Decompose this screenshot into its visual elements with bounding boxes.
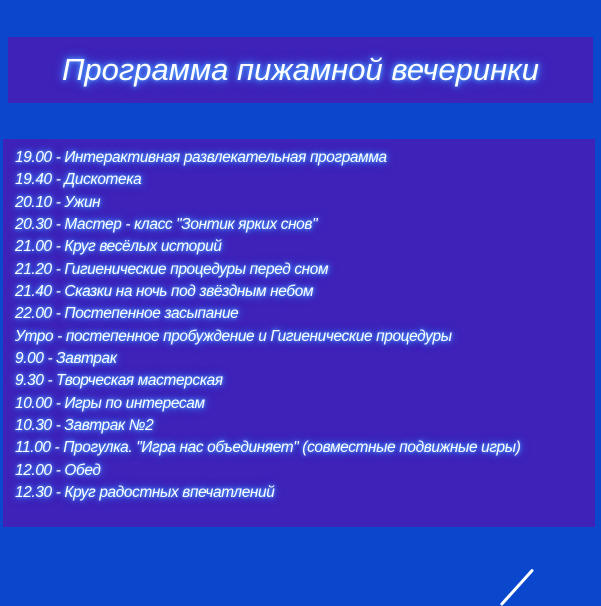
- schedule-item: Утро - постепенное пробуждение и Гигиенические процедуры: [15, 327, 452, 345]
- schedule-item: 20.30 - Мастер - класс "Зонтик ярких снов": [15, 216, 318, 234]
- schedule-item: 20.10 - Ужин: [15, 193, 101, 211]
- schedule-item: 21.40 - Сказки на ночь под звёздным небом: [15, 283, 314, 301]
- schedule-item: 10.30 - Завтрак №2: [15, 417, 154, 435]
- magic-wand-icon: [500, 568, 534, 606]
- schedule-item: 21.20 - Гигиенические процедуры перед сном: [15, 260, 329, 278]
- schedule-item: 10.00 - Игры по интересам: [15, 394, 205, 412]
- schedule-list: [3, 139, 595, 505]
- schedule-item: 9.00 - Завтрак: [15, 350, 117, 368]
- schedule-item: 11.00 - Прогулка. "Игра нас объединяет" (совместные подвижные игры): [15, 439, 521, 457]
- schedule-panel: [3, 139, 595, 527]
- schedule-item: 19.40 - Дискотека: [15, 171, 142, 189]
- page-title: Программа пижамной вечеринки: [61, 52, 540, 87]
- schedule-item: 12.00 - Обед: [15, 461, 101, 479]
- schedule-item: 22.00 - Постепенное засыпание: [15, 305, 239, 323]
- schedule-item: 19.00 - Интерактивная развлекательная программа: [15, 149, 387, 166]
- schedule-item: 12.30 - Круг радостных впечатлений: [15, 484, 275, 502]
- schedule-item: 21.00 - Круг весёлых историй: [15, 238, 222, 256]
- title-panel: [8, 37, 593, 103]
- schedule-item: 9.30 - Творческая мастерская: [15, 372, 223, 390]
